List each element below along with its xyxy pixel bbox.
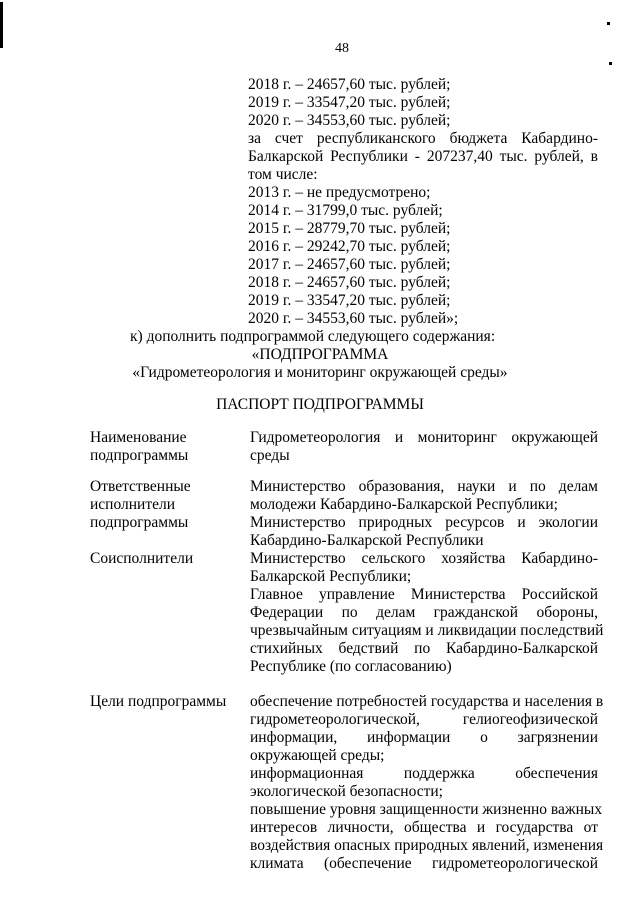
page-number: 48 <box>335 41 349 56</box>
add-subprogram-line: к) дополнить подпрограммой следующего содержания: <box>130 328 496 345</box>
republic-budget-line: том числе: <box>248 166 318 183</box>
budget-line: 2018 г. – 24657,60 тыс. рублей; <box>248 76 451 93</box>
row-label-responsible: исполнители <box>90 496 176 513</box>
republic-budget-line: Балкарской Республики - 207237,40 тыс. рублей, в <box>248 148 598 165</box>
row-label-responsible: подпрограммы <box>90 514 189 531</box>
budget-line: 2020 г. – 34553,60 тыс. рублей»; <box>248 310 459 327</box>
row-label-name: подпрограммы <box>90 447 189 464</box>
scan-dot <box>609 62 612 65</box>
budget-line: 2017 г. – 24657,60 тыс. рублей; <box>248 256 451 273</box>
row-label-goals: Цели подпрограммы <box>90 693 227 710</box>
row-value-goals: экологической безопасности; <box>250 783 443 800</box>
row-value-responsible: Министерство образования, науки и по делам <box>250 478 598 495</box>
row-value-goals: климата (обеспечение гидрометеорологической <box>250 855 598 872</box>
row-value-coexecutors: Министерство сельского хозяйства Кабардино- <box>250 550 598 567</box>
row-label-name: Наименование <box>90 429 187 446</box>
scan-dot <box>607 22 610 25</box>
budget-line: 2018 г. – 24657,60 тыс. рублей; <box>248 274 451 291</box>
row-value-goals: повышение уровня защищенности жизненно важных <box>250 801 603 818</box>
row-label-coexecutors: Соисполнители <box>90 550 194 567</box>
passport-title: ПАСПОРТ ПОДПРОГРАММЫ <box>216 396 424 413</box>
row-value-coexecutors: Главное управление Министерства Российской <box>250 586 598 603</box>
row-value-goals: воздействия опасных природных явлений, изменения <box>250 837 604 854</box>
row-value-goals: интересов личности, общества и государства от <box>250 819 598 836</box>
row-value-coexecutors: Балкарской Республики; <box>250 568 412 585</box>
budget-line: 2016 г. – 29242,70 тыс. рублей; <box>248 238 451 255</box>
row-value-coexecutors: чрезвычайным ситуациям и ликвидации последствий <box>250 622 604 639</box>
row-value-goals: информации, информации о загрязнении <box>250 729 598 746</box>
row-value-goals: гидрометеорологической, гелиогеофизической <box>250 711 598 728</box>
scan-edge-mark <box>0 2 3 48</box>
row-value-name: Гидрометеорология и мониторинг окружающей <box>250 429 598 446</box>
row-value-coexecutors: Федерации по делам гражданской обороны, <box>250 604 598 621</box>
budget-line: 2014 г. – 31799,0 тыс. рублей; <box>248 202 443 219</box>
row-value-responsible: Министерство природных ресурсов и экологии <box>250 514 598 531</box>
row-value-responsible: Кабардино-Балкарской Республики <box>250 532 484 549</box>
row-value-goals: окружающей среды; <box>250 747 385 764</box>
budget-line: 2013 г. – не предусмотрено; <box>248 184 431 201</box>
budget-line: 2015 г. – 28779,70 тыс. рублей; <box>248 220 451 237</box>
row-value-coexecutors: Республике (по согласованию) <box>250 658 452 675</box>
row-label-responsible: Ответственные <box>90 478 191 495</box>
subprogram-heading: «ПОДПРОГРАММА <box>251 346 389 363</box>
row-value-coexecutors: стихийных бедствий по Кабардино-Балкарской <box>250 640 598 657</box>
republic-budget-line: за счет республиканского бюджета Кабардино- <box>248 130 598 147</box>
row-value-goals: информационная поддержка обеспечения <box>250 765 598 782</box>
row-value-goals: обеспечение потребностей государства и населения в <box>250 693 604 710</box>
budget-line: 2019 г. – 33547,20 тыс. рублей; <box>248 292 451 309</box>
row-value-name: среды <box>250 447 290 464</box>
budget-line: 2019 г. – 33547,20 тыс. рублей; <box>248 94 451 111</box>
row-value-responsible: молодежи Кабардино-Балкарской Республики; <box>250 496 558 513</box>
subprogram-title: «Гидрометеорология и мониторинг окружающей среды» <box>132 364 508 381</box>
budget-line: 2020 г. – 34553,60 тыс. рублей; <box>248 112 451 129</box>
